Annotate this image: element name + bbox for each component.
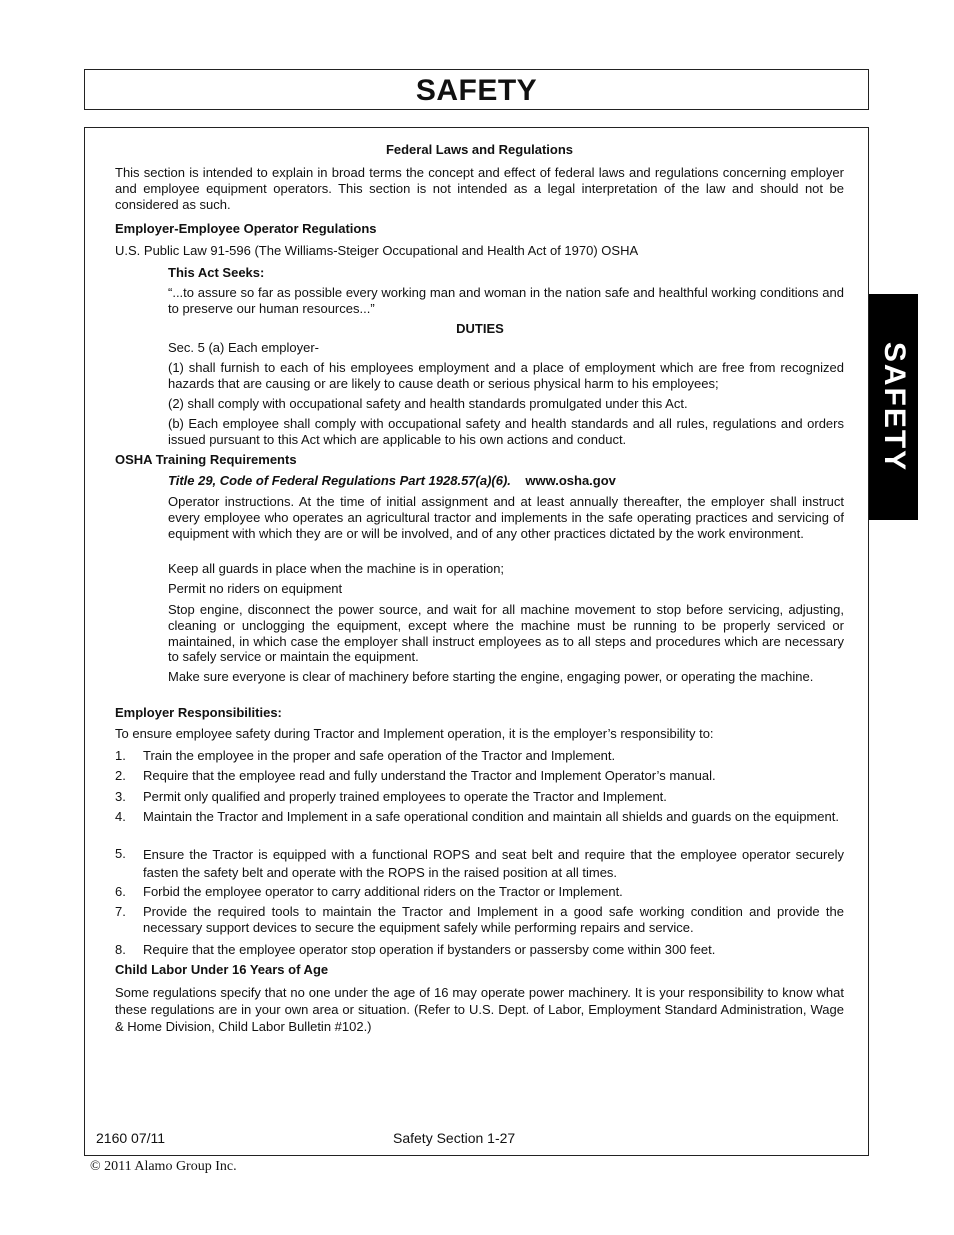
list-item-number: 5. [115, 846, 126, 861]
child-labor-heading: Child Labor Under 16 Years of Age [115, 962, 329, 977]
footer-page-ref: Safety Section 1-27 [393, 1130, 516, 1146]
duty-2: (2) shall comply with occupational safety and health standards promulgated under this Act. [168, 396, 688, 411]
guards-text: Keep all guards in place when the machine is in operation; [168, 561, 505, 576]
operator-instructions: Operator instructions. At the time of initial assignment and at least annually thereafter, the employer shall instruct every employee who operates an agricultural tractor and implements in the safe operating practices and servicing of equipment with which they are or will be involved, and of any other practices dictated by the work environment. [168, 494, 844, 541]
riders-text: Permit no riders on equipment [168, 581, 343, 596]
list-item-number: 4. [115, 809, 126, 824]
side-tab [869, 294, 918, 520]
list-item-number: 2. [115, 768, 126, 783]
osha-reference [168, 473, 616, 489]
list-item-number: 8. [115, 942, 126, 957]
copyright: © 2011 Alamo Group Inc. [90, 1159, 237, 1174]
page-header-title: SAFETY [415, 74, 538, 107]
list-item-number: 7. [115, 904, 126, 919]
duty-b: (b) Each employee shall comply with occupational safety and health standards and all rules, regulations and orders issued pursuant to this Act which are applicable to his own actions and conduct. [168, 416, 844, 447]
sec5a-text: Sec. 5 (a) Each employer- [168, 340, 320, 355]
list-item: Permit only qualified and properly trained employees to operate the Tractor and Implement. [143, 789, 667, 804]
make-sure-text: Make sure everyone is clear of machinery before starting the engine, engaging power, or operating the machine. [168, 669, 814, 684]
list-item: Forbid the employee operator to carry additional riders on the Tractor or Implement. [143, 884, 623, 899]
employer-resp-heading: Employer Responsibilities: [115, 705, 282, 720]
child-labor-text: Some regulations specify that no one under the age of 16 may operate power machinery. It is your responsibility to know what these regulations are in your own area or situation. (Refer to U.S. Dept. of Labor, Employment Standard Administration, Wage & Home Division, Child Labor Bulletin #102.) [115, 985, 844, 1034]
list-item: Require that the employee operator stop operation if bystanders or passersby come within 300 feet. [143, 942, 716, 957]
list-item-number: 3. [115, 789, 126, 804]
employer-employee-heading: Employer-Employee Operator Regulations [115, 221, 377, 236]
header-box [84, 69, 869, 110]
osha-website: www.osha.gov [525, 473, 616, 488]
list-item: Ensure the Tractor is equipped with a functional ROPS and seat belt and require that the employee operator securely fasten the safety belt and operate with the ROPS in the raised position at all times. [143, 847, 844, 880]
list-item: Require that the employee read and fully understand the Tractor and Implement Operator’s manual. [143, 768, 716, 783]
act-seeks-quote: “...to assure so far as possible every working man and woman in the nation safe and healthful working conditions and to preserve our human resources...” [168, 285, 844, 316]
act-seeks-heading: This Act Seeks: [168, 265, 265, 280]
list-item: Train the employee in the proper and safe operation of the Tractor and Implement. [143, 748, 616, 763]
footer-model-date: 2160 07/11 [96, 1130, 166, 1146]
intro-paragraph: This section is intended to explain in broad terms the concept and effect of federal laws and regulations concerning employer and employee equipment operators. This section is not intended as a legal interpretation of the law and should not be considered as such. [115, 165, 844, 212]
list-item-number: 6. [115, 884, 126, 899]
duties-heading: DUTIES [456, 321, 504, 336]
list-item: Provide the required tools to maintain the Tractor and Implement in a good safe working condition and provide the necessary support devices to secure the equipment safely while performing repairs and service. [143, 904, 844, 935]
public-law-text: U.S. Public Law 91-596 (The Williams-Steiger Occupational and Health Act of 1970) OSHA [115, 243, 639, 258]
duty-1: (1) shall furnish to each of his employees employment and a place of employment which are free from recognized hazards that are causing or are likely to cause death or serious physical harm to his employees; [168, 360, 844, 391]
employer-resp-intro: To ensure employee safety during Tractor and Implement operation, it is the employer’s responsibility to: [115, 726, 714, 741]
side-tab-label: SAFETY [877, 341, 911, 473]
cfr-title: Title 29, Code of Federal Regulations Part 1928.57(a)(6). [168, 473, 511, 488]
osha-heading: OSHA Training Requirements [115, 452, 297, 467]
list-item-number: 1. [115, 748, 126, 763]
section-title: Federal Laws and Regulations [385, 142, 574, 157]
list-item: Maintain the Tractor and Implement in a safe operational condition and maintain all shields and guards on the equipment. [143, 809, 839, 824]
stop-engine-text: Stop engine, disconnect the power source, and wait for all machine movement to stop before servicing, adjusting, cleaning or unclogging the equipment, except where the machine must be running to be properly serviced or maintained, in which case the employer shall instruct employees as to all steps and procedures which are necessary to safely service or maintain the equipment. [168, 602, 844, 665]
